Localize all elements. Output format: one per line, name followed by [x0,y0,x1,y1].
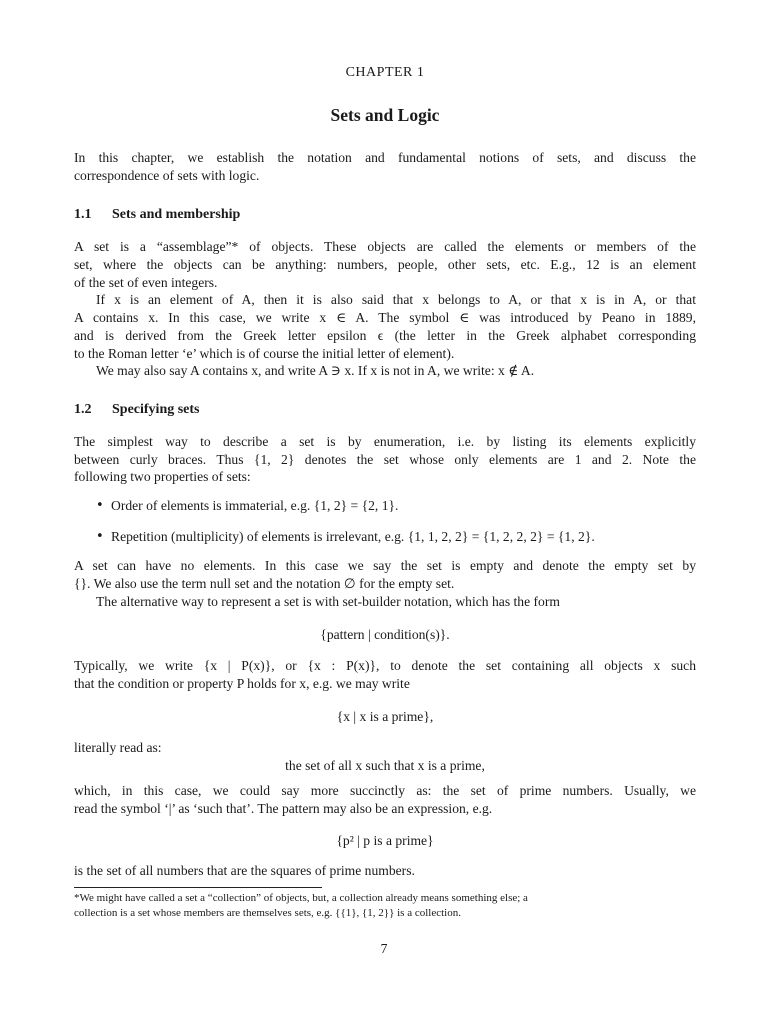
section-1-2-paragraph-7: is the set of all numbers that are the squares of prime numbers. [74,863,415,878]
list-item: Repetition (multiplicity) of elements is irrelevant, e.g. {1, 1, 2, 2} = {1, 2, 2, 2} = {1, 2}. [111,529,595,544]
text-line: A contains x. In this case, we write x ∈ A. The symbol ∈ was introduced by Peano in 1889, [74,310,696,325]
text-line: A set is a “assemblage”* of objects. These objects are called the elements or members of the [74,239,696,254]
text-line: of the set of even integers. [74,275,218,290]
footnote-rule [74,887,322,888]
bullet-icon: • [96,498,104,513]
section-number: 1.2 [74,402,92,417]
text-line: Typically, we write {x | P(x)}, or {x : P(x)}, to denote the set containing all objects x such [74,658,696,673]
footnote-line: collection is a set whose members are themselves sets, e.g. {{1}, {1, 2}} is a collection. [74,907,461,919]
list-item: Order of elements is immaterial, e.g. {1, 2} = {2, 1}. [111,498,399,513]
section-heading-1-1 [74,206,696,224]
text-line: to the Roman letter ‘e’ which is of course the initial letter of element). [74,346,455,361]
text-line: A set can have no elements. In this case we say the set is empty and denote the empty set by [74,558,696,573]
display-reading: the set of all x such that x is a prime, [285,758,485,773]
bullet-icon: • [96,529,104,544]
text-line: read the symbol ‘|’ as ‘such that’. The pattern may also be an expression, e.g. [74,801,493,816]
text-line: between curly braces. Thus {1, 2} denotes the set whose only elements are 1 and 2. Note the [74,452,696,467]
chapter-label: CHAPTER 1 [345,65,425,80]
intro-line-2: correspondence of sets with logic. [74,168,260,183]
display-formula-squares: {p² | p is a prime} [336,833,434,848]
text-line: {}. We also use the term null set and the notation ∅ for the empty set. [74,576,455,591]
section-1-2-paragraph-5: literally read as: [74,740,162,755]
intro-line-1: In this chapter, we establish the notation and fundamental notions of sets, and discuss the [74,150,696,165]
text-line: which, in this case, we could say more succinctly as: the set of prime numbers. Usually, we [74,783,696,798]
section-number: 1.1 [74,207,92,222]
page-number: 7 [380,941,388,956]
section-title: Specifying sets [112,402,200,417]
text-line: If x is an element of A, then it is also said that x belongs to A, or that x is in A, or that [96,292,696,307]
display-formula-primes: {x | x is a prime}, [336,709,434,724]
section-heading-1-2 [74,401,696,419]
text-line: and is derived from the Greek letter epsilon ϵ (the letter in the Greek alphabet corresponding [74,328,696,343]
text-line: set, where the objects can be anything: numbers, people, other sets, etc. E.g., 12 is an element [74,257,696,272]
text-line: We may also say A contains x, and write A ∋ x. If x is not in A, we write: x ∉ A. [96,363,535,378]
chapter-title: Sets and Logic [330,105,440,125]
display-formula-set-builder: {pattern | condition(s)}. [320,627,450,642]
text-line: The alternative way to represent a set is with set-builder notation, which has the form [96,594,560,609]
section-title: Sets and membership [112,207,241,222]
text-line: following two properties of sets: [74,469,251,484]
text-line: that the condition or property P holds for x, e.g. we may write [74,676,410,691]
text-line: The simplest way to describe a set is by enumeration, i.e. by listing its elements explicitly [74,434,696,449]
footnote-line: *We might have called a set a “collection” of objects, but, a collection already means something else; a [74,892,528,904]
